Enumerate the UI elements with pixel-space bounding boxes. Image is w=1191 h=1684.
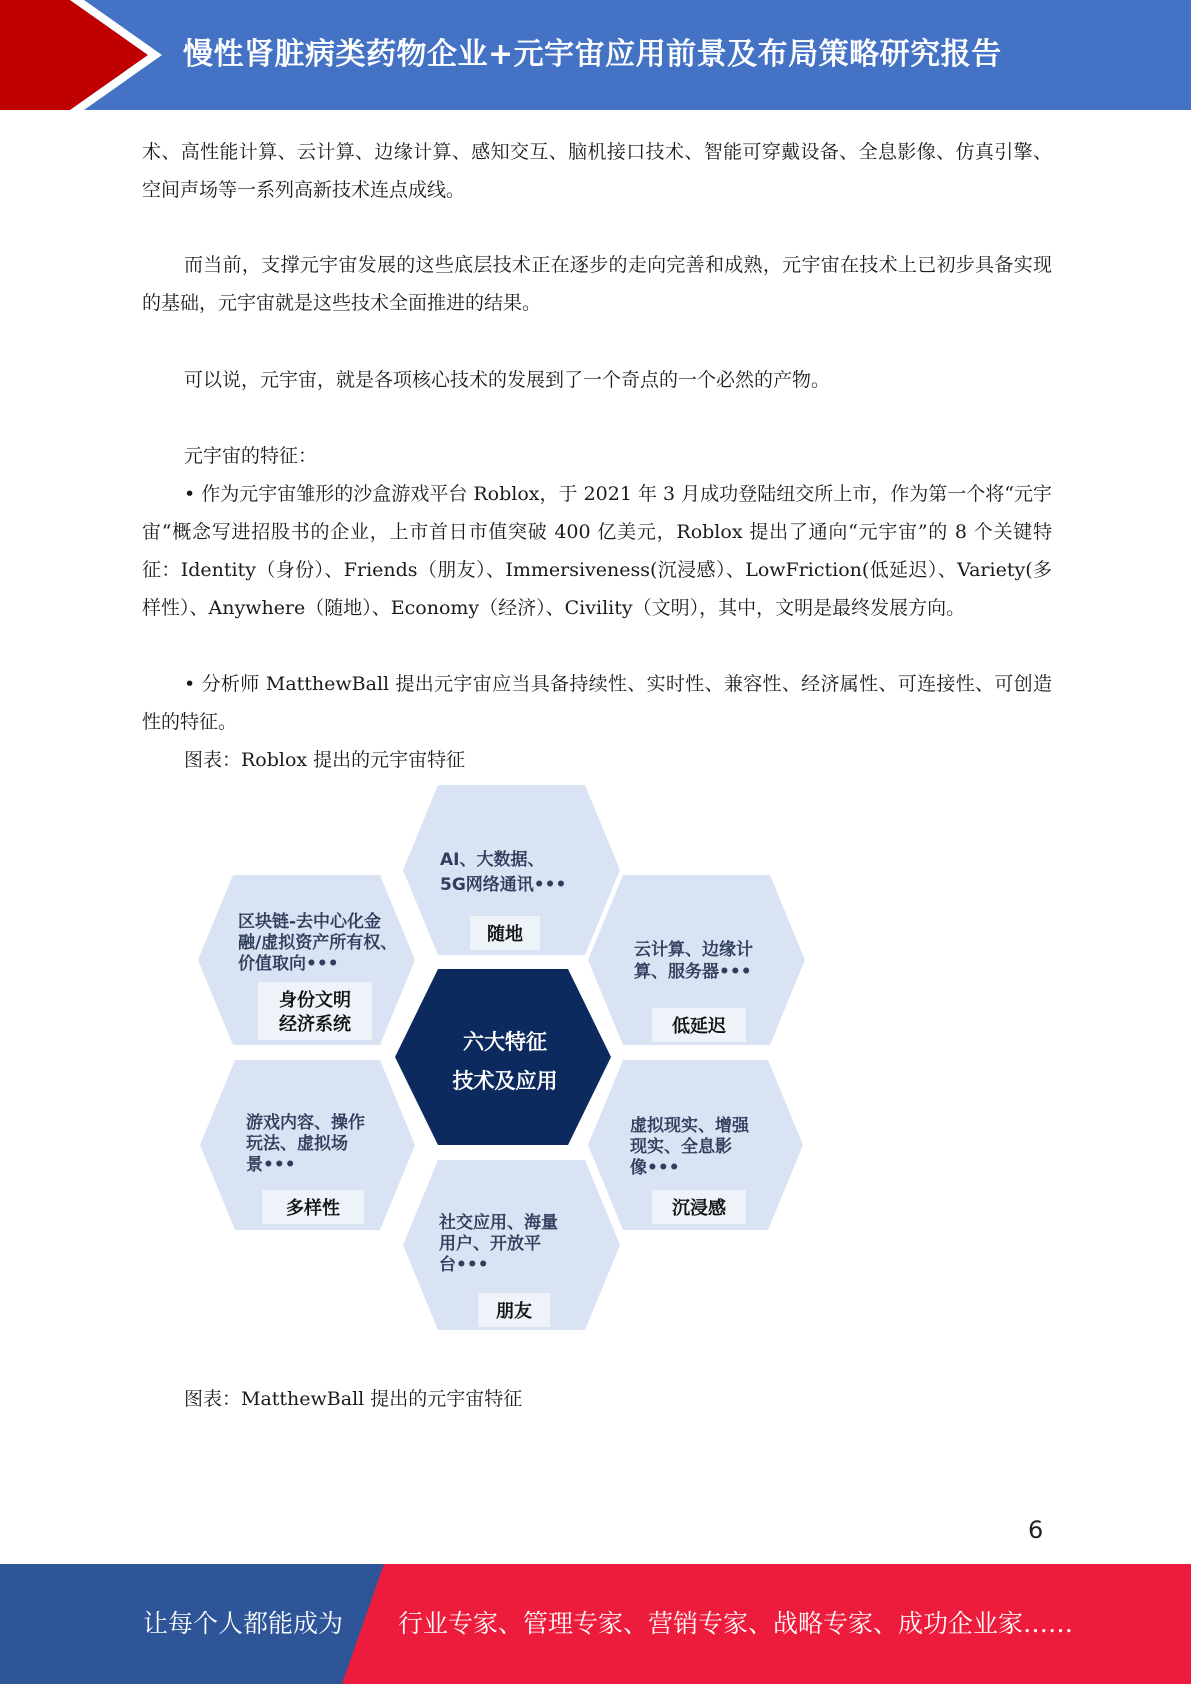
hex-center xyxy=(395,969,611,1145)
hex-lr-label: 沉浸感 xyxy=(672,1198,726,1219)
hex-low-friction xyxy=(588,875,805,1045)
footer-slogan-right: 行业专家、管理专家、营销专家、战略专家、成功企业家…… xyxy=(398,1609,1074,1638)
paragraph-features-heading: 元宇宙的特征： xyxy=(184,445,318,467)
page-header xyxy=(0,0,1191,110)
hex-center-shape xyxy=(395,969,611,1145)
hex-bottom-line-3: 台••• xyxy=(439,1255,489,1275)
hex-friends xyxy=(403,1160,620,1330)
hex-bottom-line-2: 用户、开放平 xyxy=(439,1234,541,1254)
center-line-1: 六大特征 xyxy=(463,1030,547,1054)
hex-top-line-2: 5G网络通讯••• xyxy=(440,875,567,895)
hex-anywhere xyxy=(403,785,620,955)
hex-ur-line-2: 算、服务器••• xyxy=(634,962,752,982)
report-title: 慢性肾脏病类药物企业+元宇宙应用前景及布局策略研究报告 xyxy=(183,37,1002,72)
hex-ll-line-1: 游戏内容、操作 xyxy=(246,1113,365,1133)
hex-top-line-1: AI、大数据、 xyxy=(440,850,545,870)
paragraph-singularity: 可以说，元宇宙，就是各项核心技术的发展到了一个奇点的一个必然的产物。 xyxy=(184,369,831,391)
hex-ll-line-2: 玩法、虚拟场 xyxy=(246,1134,348,1154)
caption-matthewball-chart: 图表：MatthewBall 提出的元宇宙特征 xyxy=(184,1388,523,1410)
hex-ll-line-3: 景••• xyxy=(246,1155,296,1175)
hex-ul-label-1: 身份文明 xyxy=(279,990,351,1011)
hex-ul-line-2: 融/虚拟资产所有权、 xyxy=(238,933,398,953)
hex-identity-economy xyxy=(198,875,415,1045)
paragraph-current-state: 而当前，支撑元宇宙发展的这些底层技术正在逐步的走向完善和成熟，元宇宙在技术上已初步具备实现的基础，元宇宙就是这些技术全面推进的结果。 xyxy=(142,254,1052,314)
hex-bottom-label: 朋友 xyxy=(496,1301,532,1322)
hex-lr-line-2: 现实、全息影 xyxy=(630,1137,732,1157)
page-number: 6 xyxy=(1028,1516,1044,1544)
caption-roblox-chart: 图表：Roblox 提出的元宇宙特征 xyxy=(184,749,466,771)
six-features-diagram xyxy=(198,782,818,1332)
hex-top-label: 随地 xyxy=(487,924,523,945)
hex-ur-label: 低延迟 xyxy=(672,1016,726,1037)
hex-immersiveness xyxy=(588,1060,803,1230)
header-red-arrow xyxy=(0,0,148,110)
hex-lr-line-1: 虚拟现实、增强 xyxy=(630,1116,749,1136)
hex-ll-label: 多样性 xyxy=(286,1198,340,1219)
hex-lr-line-3: 像••• xyxy=(630,1158,680,1178)
paragraph-matthewball: • 分析师 MatthewBall 提出元宇宙应当具备持续性、实时性、兼容性、经济属性、可连接性、可创造性的特征。 xyxy=(142,673,1052,733)
page-footer xyxy=(0,1564,1191,1684)
hex-variety xyxy=(200,1060,415,1230)
footer-slogan-left: 让每个人都能成为 xyxy=(143,1609,344,1638)
hex-ul-line-1: 区块链-去中心化金 xyxy=(238,912,382,932)
hex-ul-label-2: 经济系统 xyxy=(279,1014,351,1035)
hex-ul-line-3: 价值取向••• xyxy=(238,954,339,974)
paragraph-tech-list: 术、高性能计算、云计算、边缘计算、感知交互、脑机接口技术、智能可穿戴设备、全息影像、仿真引擎、空间声场等一系列高新技术连点成线。 xyxy=(142,141,1052,201)
center-line-2: 技术及应用 xyxy=(452,1069,558,1093)
paragraph-roblox: • 作为元宇宙雏形的沙盒游戏平台 Roblox，于 2021 年 3 月成功登陆纽交所上市，作为第一个将“元宇宙“概念写进招股书的企业，上市首日市值突破 400 亿美元，Roblox 提出了通向“元宇宙”的 8 个关键特征：Identity（身份）、Friends（朋友）、Immersiveness(沉浸感）、LowFriction(低延迟）、Variety(多样性）、Anywhere（随地）、Economy（经济）、Civility（文明），其中，文明是最终发展方向。 xyxy=(142,483,1052,619)
hex-ur-line-1: 云计算、边缘计 xyxy=(634,940,753,960)
hex-bottom-line-1: 社交应用、海量 xyxy=(439,1213,558,1233)
